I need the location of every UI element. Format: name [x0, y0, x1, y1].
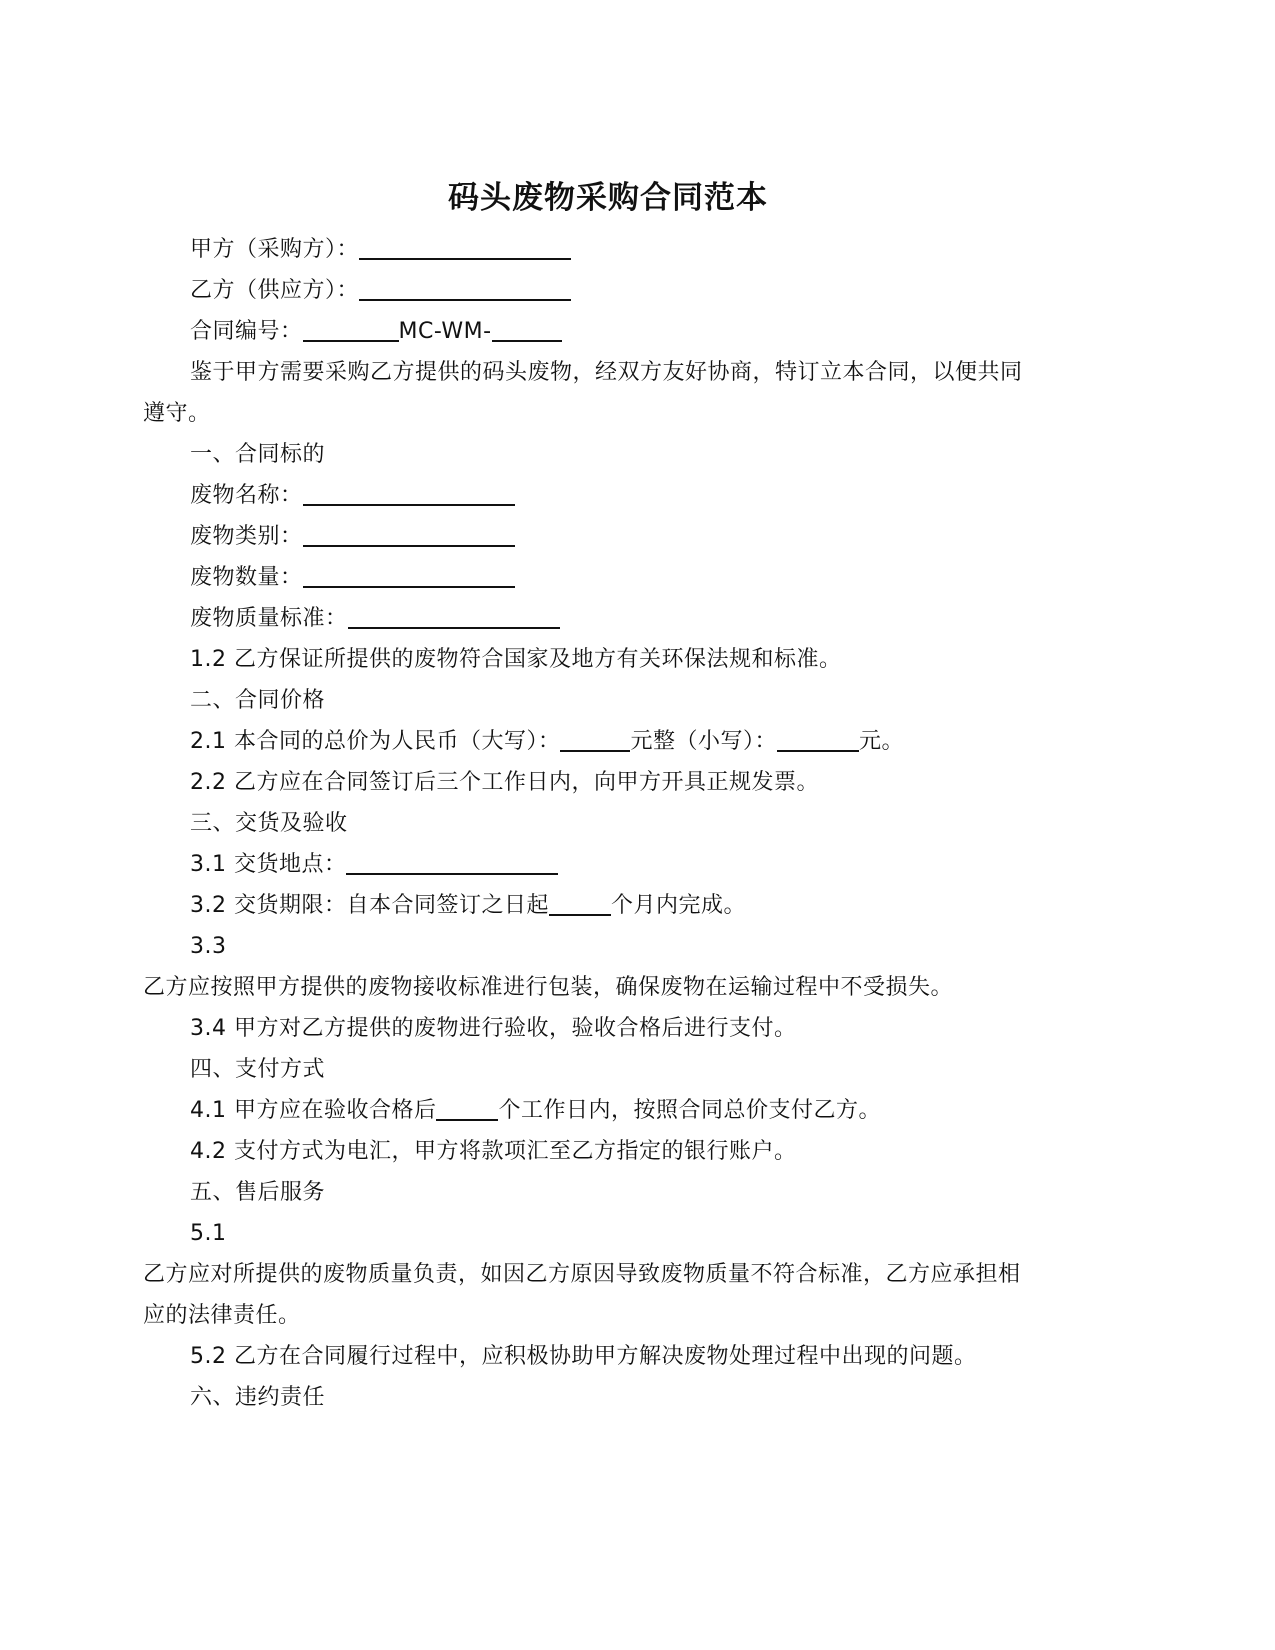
contract-number-blank-1[interactable]: [303, 320, 399, 342]
clause-2-1: [143, 721, 1120, 762]
clause-4-2: 4.2 支付方式为电汇，甲方将款项汇至乙方指定的银行账户。: [190, 1139, 797, 1164]
party-b-line: [143, 270, 1120, 311]
section-3-heading: 三、交货及验收: [190, 811, 348, 836]
clause-4-1-text-a: 4.1 甲方应在验收合格后: [190, 1098, 437, 1123]
clause-4-1-text-b: 个工作日内，按照合同总价支付乙方。: [498, 1098, 881, 1123]
clause-3-2-text-a: 3.2 交货期限：自本合同签订之日起: [190, 893, 549, 918]
party-b-label: 乙方（供应方）：: [190, 278, 360, 303]
party-a-label: 甲方（采购方）：: [190, 237, 360, 262]
price-uppercase-blank[interactable]: [560, 730, 630, 752]
waste-quantity-label: 废物数量：: [190, 565, 303, 590]
payment-days-blank[interactable]: [436, 1099, 498, 1121]
party-b-blank[interactable]: [359, 279, 571, 301]
clause-5-1-text-1: 乙方应对所提供的废物质量负责，如因乙方原因导致废物质量不符合标准，乙方应承担相: [143, 1262, 1021, 1287]
clause-5-1-number: 5.1: [190, 1221, 227, 1246]
section-2-heading: 二、合同价格: [190, 688, 326, 713]
preamble-line-1: 鉴于甲方需要采购乙方提供的码头废物，经双方友好协商，特订立本合同，以便共同: [190, 360, 1023, 385]
clause-2-1-text-b: 元整（小写）：: [630, 729, 777, 754]
waste-category-blank[interactable]: [303, 525, 515, 547]
contract-number-blank-2[interactable]: [492, 320, 562, 342]
clause-5-2: 5.2 乙方在合同履行过程中，应积极协助甲方解决废物处理过程中出现的问题。: [190, 1344, 977, 1369]
waste-quality-label: 废物质量标准：: [190, 606, 348, 631]
delivery-location-blank[interactable]: [346, 853, 558, 875]
clause-3-2-text-b: 个月内完成。: [610, 893, 746, 918]
delivery-location-label: 3.1 交货地点：: [190, 852, 347, 877]
section-4-heading: 四、支付方式: [190, 1057, 326, 1082]
delivery-months-blank[interactable]: [549, 894, 611, 916]
waste-category-line: [143, 516, 1120, 557]
price-lowercase-blank[interactable]: [777, 730, 859, 752]
clause-3-4: 3.4 甲方对乙方提供的废物进行验收，验收合格后进行支付。: [190, 1016, 797, 1041]
waste-category-label: 废物类别：: [190, 524, 303, 549]
waste-name-blank[interactable]: [303, 484, 515, 506]
document-title: 码头废物采购合同范本: [448, 180, 768, 216]
party-a-blank[interactable]: [359, 238, 571, 260]
clause-5-1-text-2: 应的法律责任。: [143, 1303, 301, 1328]
party-a-line: [143, 229, 1120, 270]
waste-name-label: 废物名称：: [190, 483, 303, 508]
waste-quantity-blank[interactable]: [303, 566, 515, 588]
section-1-heading: 一、合同标的: [190, 442, 326, 467]
contract-number-code: MC-WM-: [398, 319, 492, 344]
clause-1-2: 1.2 乙方保证所提供的废物符合国家及地方有关环保法规和标准。: [190, 647, 842, 672]
contract-number-line: [143, 311, 1120, 352]
clause-4-1: [143, 1090, 1120, 1131]
clause-3-1: [143, 844, 1120, 885]
preamble-line-2: 遵守。: [143, 401, 211, 426]
section-5-heading: 五、售后服务: [190, 1180, 326, 1205]
contract-number-label: 合同编号：: [190, 319, 303, 344]
clause-2-1-text-c: 元。: [859, 729, 905, 754]
clause-3-3-text: 乙方应按照甲方提供的废物接收标准进行包装，确保废物在运输过程中不受损失。: [143, 975, 954, 1000]
waste-quantity-line: [143, 557, 1120, 598]
waste-name-line: [143, 475, 1120, 516]
waste-quality-blank[interactable]: [348, 607, 560, 629]
clause-2-1-text-a: 2.1 本合同的总价为人民币（大写）：: [190, 729, 561, 754]
clause-3-3-number: 3.3: [190, 934, 227, 959]
clause-3-2: [143, 885, 1120, 926]
waste-quality-line: [143, 598, 1120, 639]
clause-2-2: 2.2 乙方应在合同签订后三个工作日内，向甲方开具正规发票。: [190, 770, 819, 795]
section-6-heading: 六、违约责任: [190, 1385, 326, 1410]
